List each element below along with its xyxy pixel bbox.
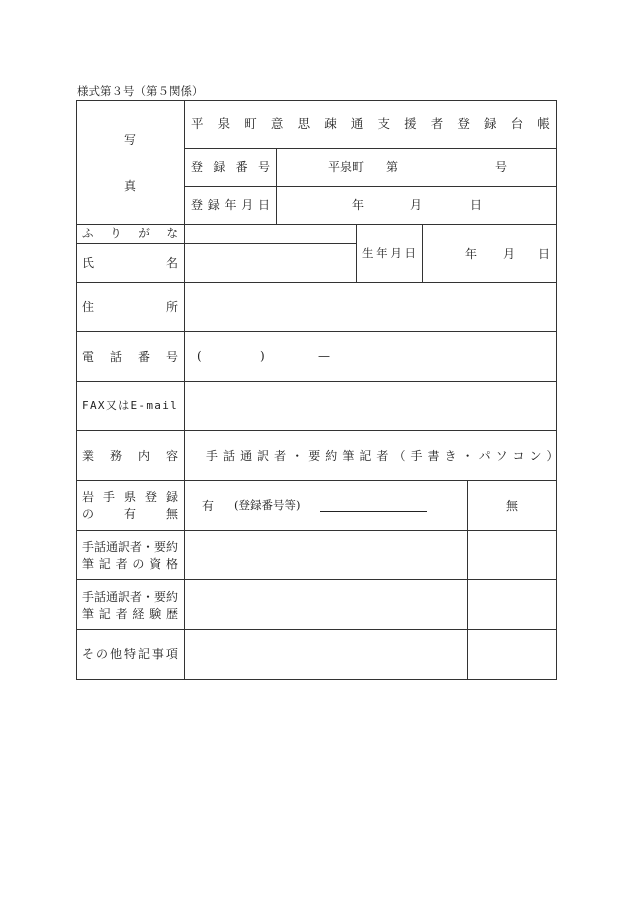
reg-number-town: 平泉町 xyxy=(328,160,365,174)
reg-number-dai: 第 xyxy=(386,160,399,174)
experience-label-line2: 筆 記 者 経 験 歴 xyxy=(82,607,178,621)
work-value: 手話通訳者・要約筆記者（手書き・パソコン） xyxy=(206,449,564,463)
birth-date-label: 生 年 月 日 xyxy=(362,246,416,260)
reg-number-input[interactable] xyxy=(404,155,490,179)
work-label: 業 務 内 容 xyxy=(82,449,178,463)
fax-email-label: FAX又はE-mail xyxy=(82,399,179,412)
name-label: 氏 名 xyxy=(82,256,178,270)
birth-year: 年 xyxy=(465,247,478,261)
experience-label-line1: 手話通訳者・要約 xyxy=(82,590,179,604)
experience-extra-input[interactable] xyxy=(470,582,553,626)
phone-open-paren: ( xyxy=(197,349,202,363)
other-notes-input[interactable] xyxy=(187,632,464,676)
birth-day: 日 xyxy=(538,247,551,261)
experience-input[interactable] xyxy=(187,582,464,626)
phone-close-paren: ) xyxy=(260,349,265,363)
address-label: 住 所 xyxy=(82,300,178,314)
address-input[interactable] xyxy=(187,285,553,329)
iwate-reg-no-label: (登録番号等) xyxy=(234,498,301,512)
furigana-input[interactable] xyxy=(187,226,353,241)
form-title: 平 泉 町 意 思 疎 通 支 援 者 登 録 台 帳 xyxy=(191,116,550,131)
form-label: 様式第３号（第５関係） xyxy=(77,84,204,98)
name-input[interactable] xyxy=(187,246,353,280)
reg-date-input[interactable] xyxy=(284,192,552,218)
qualification-label-line2: 筆 記 者 の 資 格 xyxy=(82,557,178,571)
birth-month: 月 xyxy=(503,247,516,261)
reg-date-day: 日 xyxy=(470,198,483,212)
reg-number-label: 登 録 番 号 xyxy=(191,160,270,174)
iwate-yes-option[interactable]: 有 xyxy=(202,499,215,513)
qualification-label-line1: 手話通訳者・要約 xyxy=(82,540,179,554)
reg-date-year: 年 xyxy=(352,198,365,212)
reg-date-month: 月 xyxy=(410,198,423,212)
photo-char-1: 写 xyxy=(124,133,137,147)
furigana-label: ふ り が な xyxy=(82,226,178,240)
qualification-extra-input[interactable] xyxy=(470,533,553,577)
qualification-input[interactable] xyxy=(187,533,464,577)
phone-dash: — xyxy=(318,349,330,363)
other-notes-label: そ の 他 特 記 事 項 xyxy=(82,647,178,661)
fax-email-input[interactable] xyxy=(187,384,553,428)
other-notes-extra-input[interactable] xyxy=(470,632,553,676)
iwate-label-line1: 岩 手 県 登 録 xyxy=(82,490,178,504)
iwate-label-line2: の 有 無 xyxy=(82,507,178,521)
photo-char-2: 真 xyxy=(124,179,137,193)
iwate-no-option[interactable]: 無 xyxy=(506,499,519,513)
phone-label: 電 話 番 号 xyxy=(82,350,178,364)
reg-date-label: 登 録 年 月 日 xyxy=(191,198,270,212)
phone-input[interactable] xyxy=(187,334,553,378)
reg-number-go: 号 xyxy=(495,160,508,174)
birth-date-input[interactable] xyxy=(426,228,553,280)
iwate-reg-no-input[interactable] xyxy=(320,498,427,512)
